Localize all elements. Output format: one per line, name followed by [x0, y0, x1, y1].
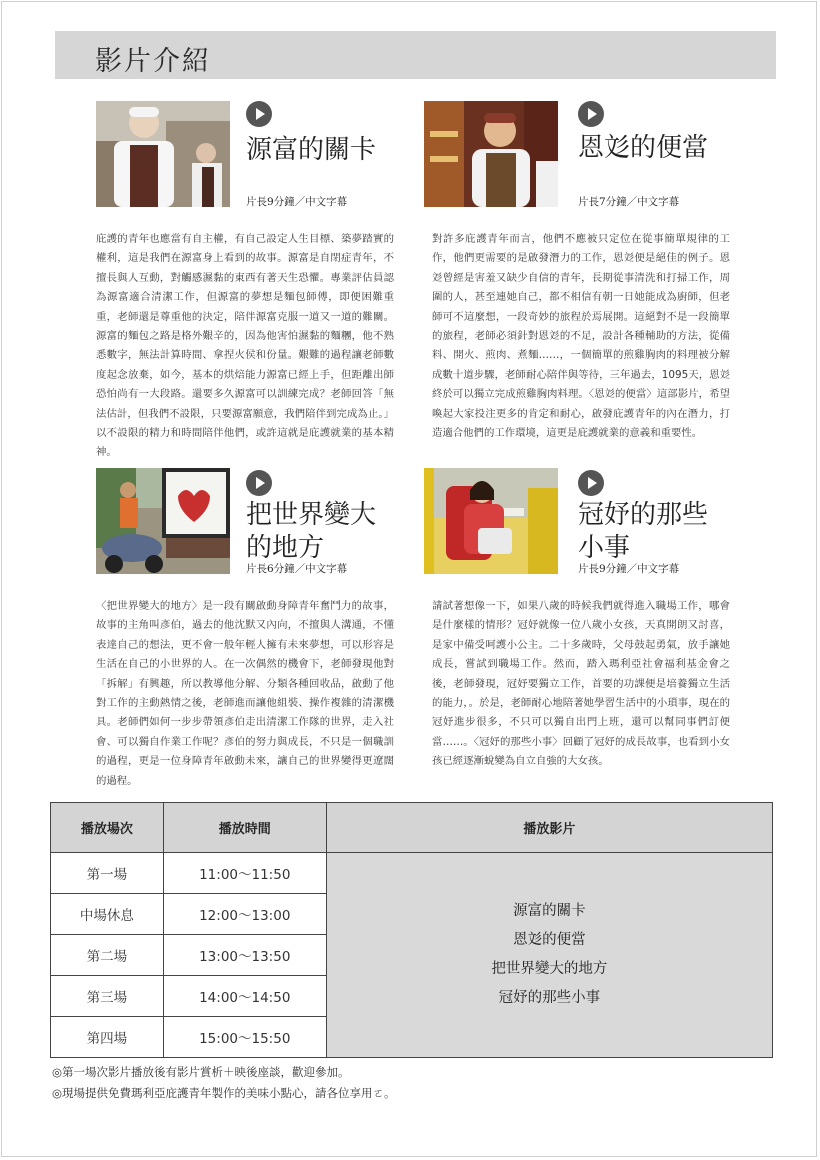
schedule-session: 第三場	[51, 976, 164, 1017]
film-3-meta: 片長6分鐘／中文字幕	[246, 563, 348, 575]
film-4-meta: 片長9分鐘／中文字幕	[578, 563, 680, 575]
play-icon[interactable]	[246, 470, 272, 496]
schedule-session: 第二場	[51, 935, 164, 976]
schedule-time: 12:00～13:00	[163, 894, 326, 935]
notes	[52, 1062, 396, 1104]
film-2-photo	[424, 101, 558, 207]
schedule-film: 把世界變大的地方	[491, 961, 608, 977]
note-line: ◎現場提供免費瑪利亞庇護青年製作的美味小點心，請各位享用ㄛ。	[52, 1086, 396, 1100]
film-card-1	[96, 101, 396, 459]
film-1-description: 庇護的青年也應當有自主權，有自己設定人生目標、築夢踏實的權利，這是我們在源富身上看到的故事。源富是自閉症青年，不擅長與人互動，對觸感濕黏的東西有著天生恐懼。專業評估員認為源富適合清潔工作，但源富的夢想是麵包師傅，即便困難重重，老師還是尊重他的決定，陪伴源富克服一道又一道的難關。源富的麵包之路是格外艱辛的，因為他害怕濕黏的麵糰，他不熟悉數字，無法計算時間、拿捏火侯和份量。艱難的過程讓老師數度起念放棄，如今，基本的烘焙能力源富已經上手，但距離出師恐怕尚有一大段路。還要多久源富可以訓練完成？老師回答「無法估計，但我們不設限，只要源富願意，我們陪伴到完成為止。」以不設限的精力和時間陪伴他們，或許這就是庇護就業的基本精神。	[96, 233, 394, 459]
section-header	[55, 31, 776, 79]
schedule-session: 第四場	[51, 1017, 164, 1058]
table-row	[51, 853, 773, 894]
schedule-film-list	[326, 853, 772, 1058]
schedule-time: 13:00～13:50	[163, 935, 326, 976]
schedule-header-session: 播放場次	[51, 803, 164, 853]
film-4-title: 冠妤的那些小事	[578, 500, 709, 563]
note-line: ◎第一場次影片播放後有影片賞析＋映後座談，歡迎參加。	[52, 1065, 350, 1079]
schedule-session: 第一場	[51, 853, 164, 894]
film-card-3	[96, 468, 396, 787]
schedule-film: 恩彣的便當	[513, 932, 586, 948]
film-4-photo	[424, 468, 558, 574]
film-1-photo	[96, 101, 230, 207]
film-2-title: 恩彣的便當	[578, 133, 709, 163]
film-1-meta: 片長9分鐘／中文字幕	[246, 196, 348, 208]
schedule-session: 中場休息	[51, 894, 164, 935]
film-2-meta: 片長7分鐘／中文字幕	[578, 196, 680, 208]
schedule-film: 冠妤的那些小事	[498, 990, 601, 1006]
film-3-title: 把世界變大的地方	[246, 500, 377, 563]
film-1-title: 源富的關卡	[246, 135, 377, 165]
play-icon[interactable]	[246, 101, 272, 127]
section-title: 影片介紹	[95, 46, 211, 77]
schedule-header-time: 播放時間	[163, 803, 326, 853]
schedule-time: 14:00～14:50	[163, 976, 326, 1017]
schedule-film: 源富的關卡	[513, 903, 586, 919]
schedule-time: 11:00～11:50	[163, 853, 326, 894]
schedule-header-row	[51, 803, 773, 853]
film-card-2	[424, 101, 730, 446]
play-icon[interactable]	[578, 101, 604, 127]
film-3-photo	[96, 468, 230, 574]
play-icon[interactable]	[578, 470, 604, 496]
film-card-4	[424, 468, 730, 783]
film-4-description: 請試著想像一下，如果八歲的時候我們就得進入職場工作，哪會是什麼樣的情形？冠妤就像一位八歲小女孩，天真開朗又討喜，是家中備受呵護小公主。二十多歲時，父母鼓起勇氣，放手讓她成長，嘗試到職場工作。然而，踏入瑪利亞社會福利基金會之後，老師發現，冠妤要獨立工作，首要的功課便是培養獨立生活的能力，。於是，老師耐心地陪著她學習生活中的小瑣事，現在的冠妤進步很多，不只可以獨自出門上班，還可以幫同事們訂便當……。〈冠妤的那些小事〉回顧了冠妤的成長故事，也看到小女孩已經逐漸蛻變為自立自強的大女孩。	[432, 600, 730, 768]
schedule-time: 15:00～15:50	[163, 1017, 326, 1058]
film-2-description: 對許多庇護青年而言，他們不應被只定位在從事簡單規律的工作，他們更需要的是啟發潛力的工作，恩彣便是絕佳的例子。恩彣曾經是害羞又缺少自信的青年，長期從事清洗和打掃工作，周圍的人，甚至連她自己，都不相信有朝一日她能成為廚師，但老師可不這麼想，一段奇妙的旅程於焉展開。這絕對不是一段簡單的旅程，老師必須針對恩彣的不足，設計各種輔助的方法，從備料、開火、煎肉、煮麵……，一個簡單的煎雞胸肉的料理被分解成數十道步驟，老師耐心陪伴與等待，三年過去，1095天，恩彣終於可以獨立完成煎雞胸肉料理。〈恩彣的便當〉這部影片，希望喚起大家投注更多的肯定和耐心，啟發庇護青年的內在潛力，打造適合他們的工作環境，這更是庇護就業的意義和重要性。	[432, 233, 730, 440]
schedule-table	[50, 802, 773, 1058]
schedule-header-films: 播放影片	[326, 803, 772, 853]
film-3-description: 〈把世界變大的地方〉是一段有關啟動身障青年奮鬥力的故事，故事的主角叫彥伯，過去的他沈默又內向，不擅與人溝通，不懂表達自己的想法，更不會一般年輕人擁有未來夢想，可以形容是生活在自己的小世界的人。在一次偶然的機會下，老師發現他對「拆解」有興趣，所以教導他分解、分類各種回收品，啟動了他對工作的主動熱情之後，老師進而讓他組裝、操作複雜的清潔機具。老師們如何一步步帶領彥伯走出清潔工作隊的世界，走入社會、可以獨自作業工作呢？彥伯的努力與成長，不只是一個職訓的過程，更是一位身障青年啟動未來，讓自己的世界變得更遼闊的過程。	[96, 600, 394, 787]
